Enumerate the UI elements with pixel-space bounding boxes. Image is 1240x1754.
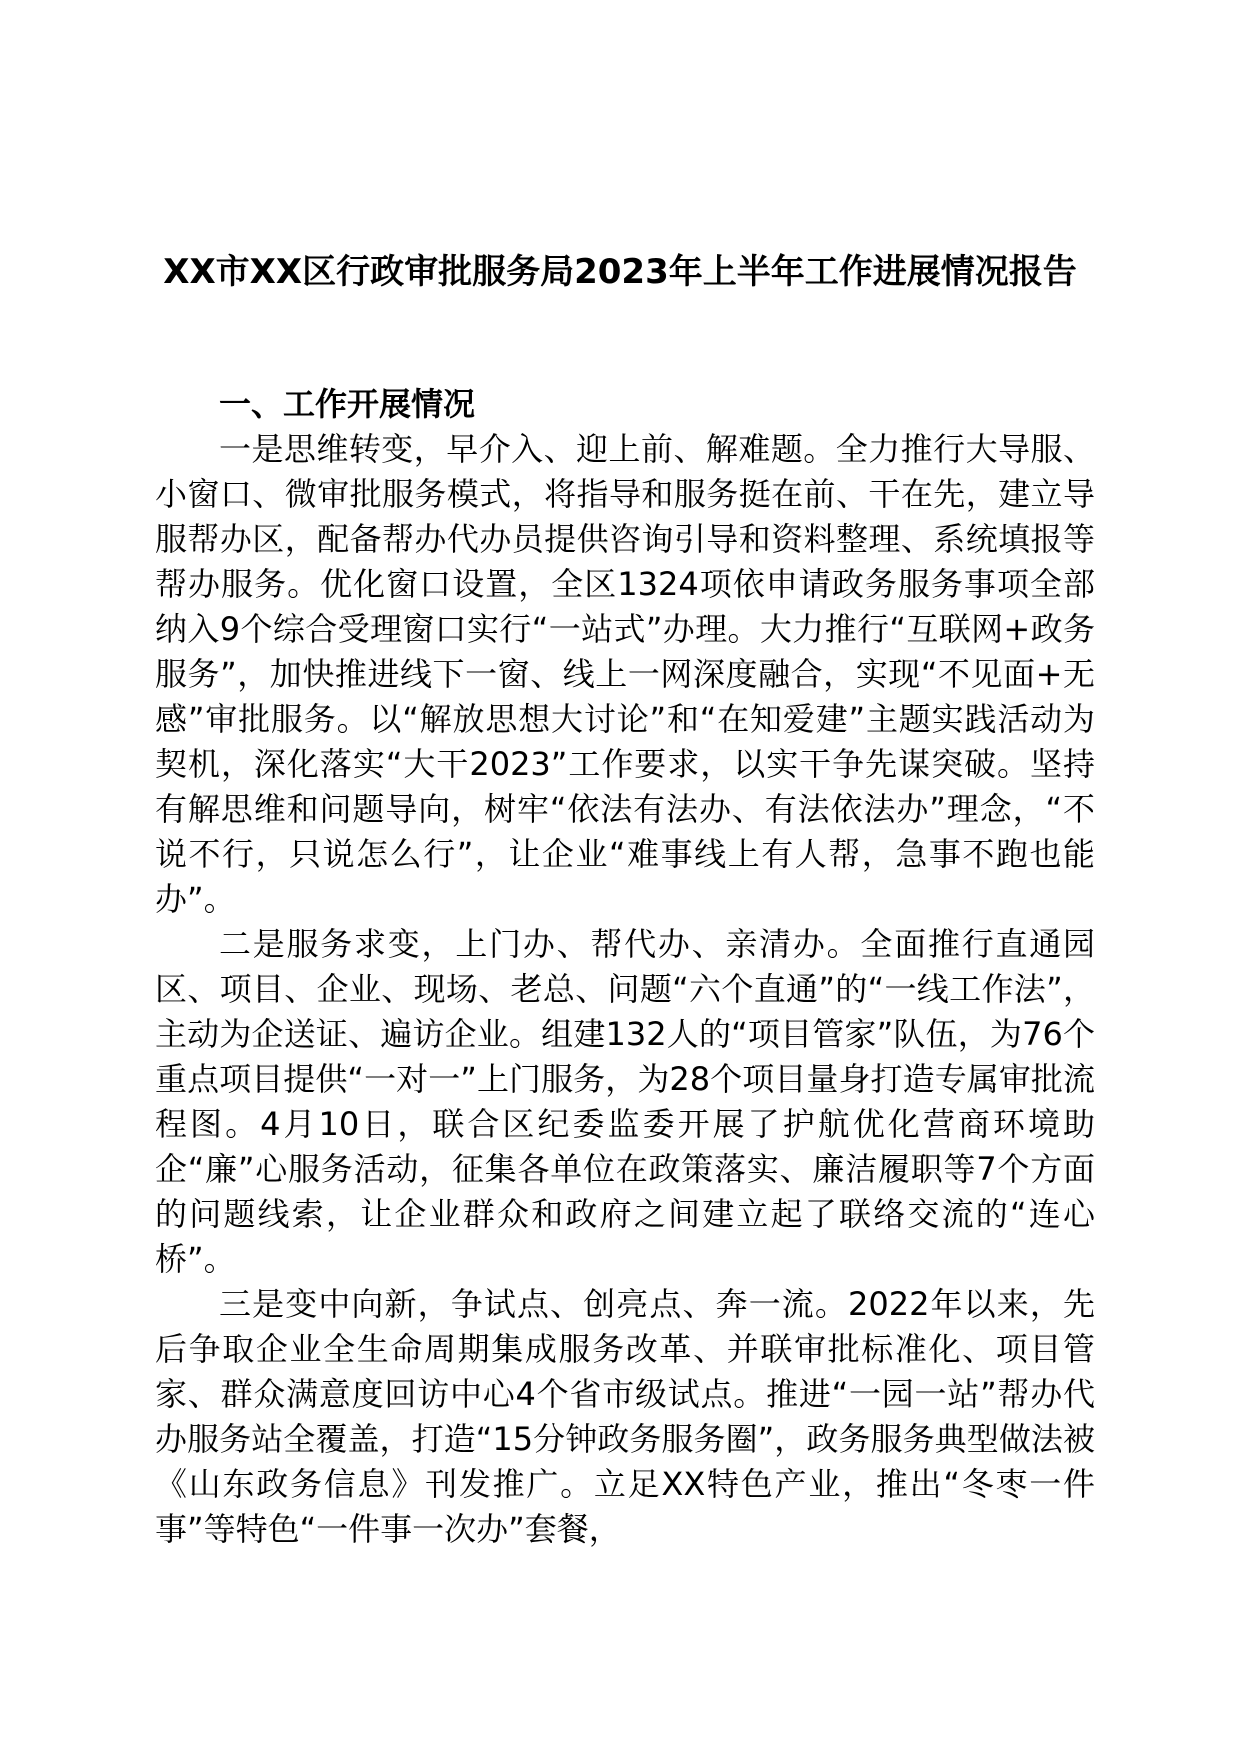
section-heading: 一、工作开展情况 [219,385,476,423]
paragraph-2: 二是服务求变，上门办、帮代办、亲清办。全面推行直通园区、项目、企业、现场、老总、问题“六个直通”的“一线工作法”，主动为企送证、遍访企业。组建132人的“项目管家”队伍，为76个重点项目提供“一对一”上门服务，为28个项目量身打造专属审批流程图。4月10日，联合区纪委监委开展了护航优化营商环境助企“廉”心服务活动，征集各单位在政策落实、廉洁履职等7个方面的问题线索，让企业群众和政府之间建立起了联络交流的“连心桥”。 [155,925,1095,1278]
document-body [155,382,1095,1552]
paragraph-1: 一是思维转变，早介入、迎上前、解难题。全力推行大导服、小窗口、微审批服务模式，将指导和服务挺在前、干在先，建立导服帮办区，配备帮办代办员提供咨询引导和资料整理、系统填报等帮办服务。优化窗口设置，全区1324项依申请政务服务事项全部纳入9个综合受理窗口实行“一站式”办理。大力推行“互联网+政务服务”，加快推进线下一窗、线上一网深度融合，实现“不见面+无感”审批服务。以“解放思想大讨论”和“在知爱建”主题实践活动为契机，深化落实“大干2023”工作要求，以实干争先谋突破。坚持有解思维和问题导向，树牢“依法有法办、有法依法办”理念，“不说不行，只说怎么行”，让企业“难事线上有人帮，急事不跑也能办”。 [155,430,1095,918]
paragraph-3: 三是变中向新，争试点、创亮点、奔一流。2022年以来，先后争取企业全生命周期集成服务改革、并联审批标准化、项目管家、群众满意度回访中心4个省市级试点。推进“一园一站”帮办代办服务站全覆盖，打造“15分钟政务服务圈”，政务服务典型做法被《山东政务信息》刊发推广。立足XX特色产业，推出“冬枣一件事”等特色“一件事一次办”套餐， [155,1285,1095,1548]
document-title: XX市XX区行政审批服务局2023年上半年工作进展情况报告 [163,252,1077,292]
